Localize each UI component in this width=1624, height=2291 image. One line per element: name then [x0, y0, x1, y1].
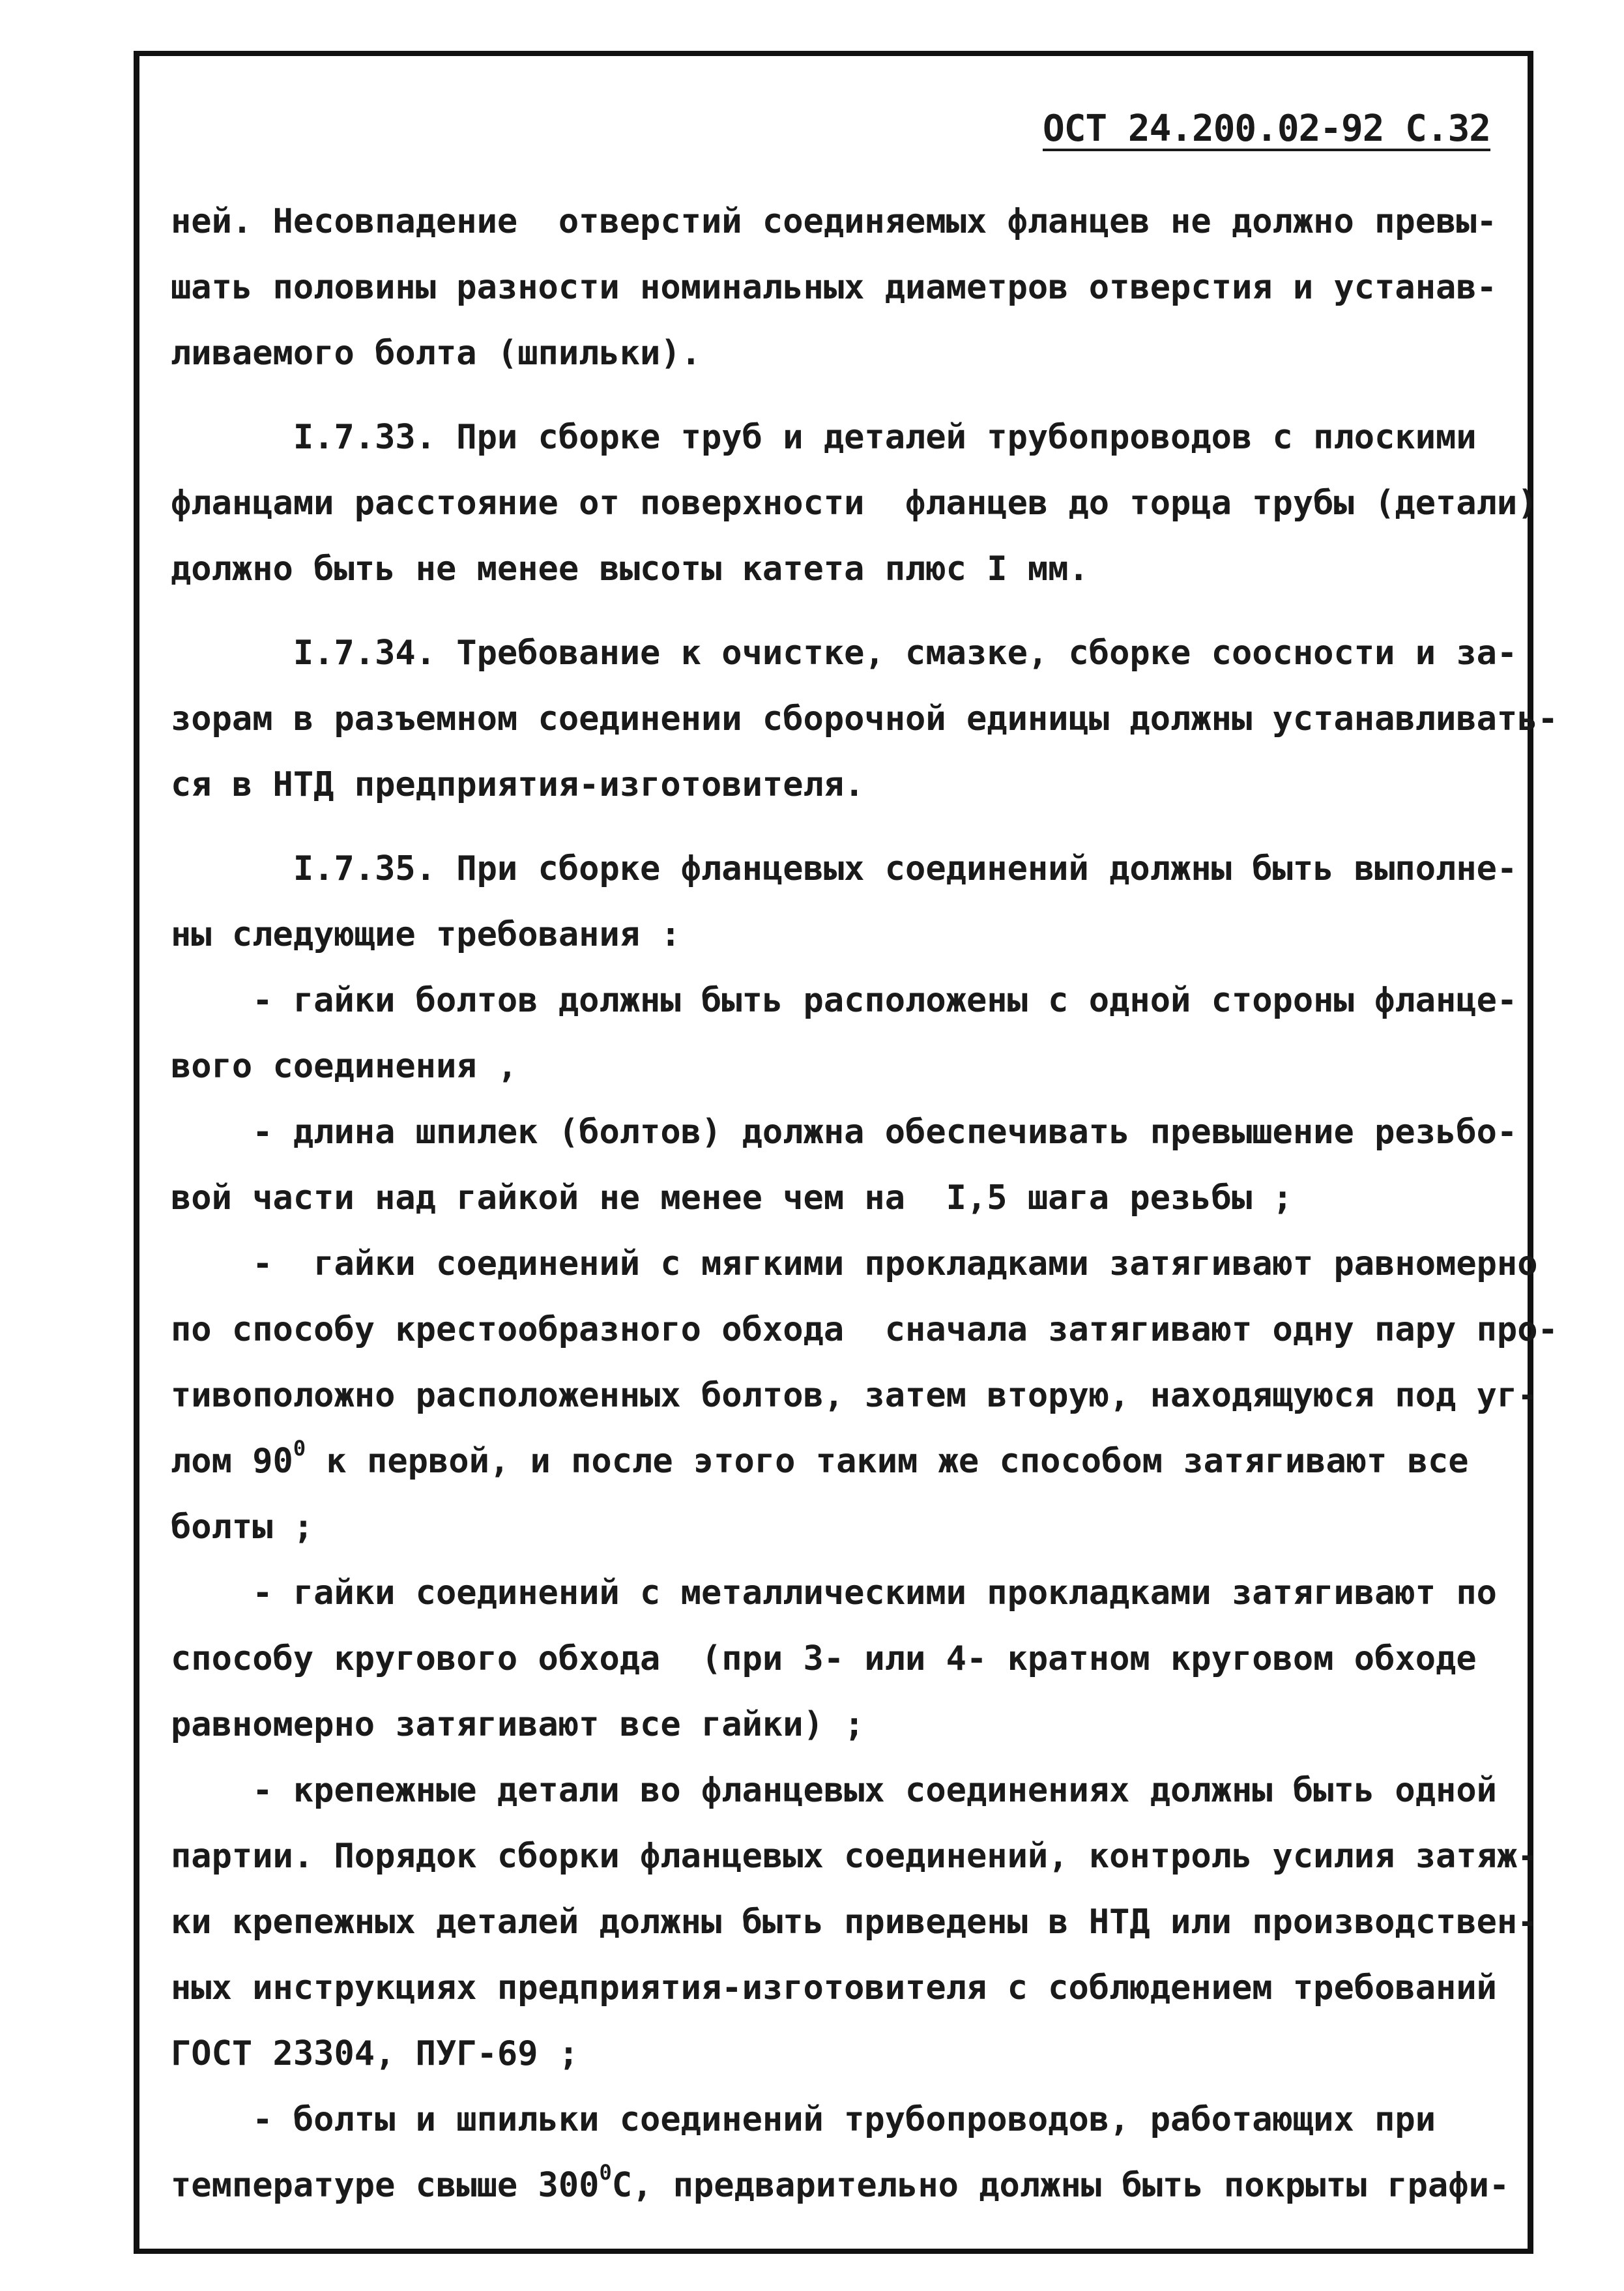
list-item-stud-length: - длина шпилек (болтов) должна обеспечивать превышение резьбо-	[171, 1113, 1518, 1152]
list-item-metal-gaskets: - гайки соединений с металлическими прокладками затягивают по	[171, 1573, 1497, 1612]
text-line: равномерно затягивают все гайки) ;	[171, 1705, 865, 1744]
paragraph-1-7-34-start: I.7.34. Требование к очистке, смазке, сборке соосности и за-	[171, 634, 1518, 673]
text-fragment: С, предварительно должны быть покрыты графи-	[611, 2166, 1510, 2205]
text-fragment: лом 90	[171, 1442, 293, 1481]
document-reference-header: ОСТ 24.200.02-92 С.32	[1043, 108, 1491, 150]
text-fragment: к первой, и после этого таким же способом затягивают все	[306, 1442, 1469, 1481]
text-line: болты ;	[171, 1508, 314, 1547]
text-line	[171, 1429, 1530, 1495]
paragraph-1-7-33-start: I.7.33. При сборке труб и деталей трубопроводов с плоскими	[171, 418, 1477, 457]
text-line: фланцами расстояние от поверхности фланцев до торца трубы (детали)	[171, 484, 1538, 523]
text-line: ся в НТД предприятия-изготовителя.	[171, 765, 865, 804]
list-item-soft-gaskets: - гайки соединений с мягкими прокладками затягивают равномерно	[171, 1244, 1538, 1283]
text-line: вой части над гайкой не менее чем на I,5 шага резьбы ;	[171, 1178, 1293, 1218]
text-line: ливаемого болта (шпильки).	[171, 334, 701, 373]
list-item-nuts-one-side: - гайки болтов должны быть расположены с одной стороны фланце-	[171, 981, 1518, 1020]
text-line: ки крепежных деталей должны быть приведены в НТД или производствен-	[171, 1903, 1538, 1942]
text-line: партии. Порядок сборки фланцевых соединений, контроль усилия затяж-	[171, 1837, 1538, 1876]
text-line: ны следующие требования :	[171, 915, 681, 954]
text-line: способу кругового обхода (при 3- или 4- кратном круговом обходе	[171, 1639, 1477, 1678]
degree-superscript: 0	[293, 1436, 306, 1461]
text-line: должно быть не менее высоты катета плюс I мм.	[171, 549, 1089, 589]
degree-superscript: 0	[599, 2160, 612, 2185]
text-line	[171, 2153, 1530, 2219]
text-line: ных инструкциях предприятия-изготовителя с соблюдением требований	[171, 1968, 1497, 2007]
list-item-fasteners-one-batch: - крепежные детали во фланцевых соединениях должны быть одной	[171, 1771, 1497, 1810]
list-item-bolts-high-temp: - болты и шпильки соединений трубопроводов, работающих при	[171, 2100, 1436, 2139]
text-line: ГОСТ 23304, ПУГ-69 ;	[171, 2034, 579, 2073]
text-line: зорам в разъемном соединении сборочной единицы должны устанавливать-	[171, 699, 1558, 738]
text-fragment: температуре свыше 300	[171, 2166, 600, 2205]
text-line: шать половины разности номинальных диаметров отверстия и устанав-	[171, 268, 1497, 307]
document-body	[171, 189, 1558, 2219]
text-line: по способу крестообразного обхода сначала затягивают одну пару про-	[171, 1310, 1558, 1349]
text-line: ней. Несовпадение отверстий соединяемых фланцев не должно превы-	[171, 202, 1497, 241]
text-line: тивоположно расположенных болтов, затем вторую, находящуюся под уг-	[171, 1376, 1538, 1415]
paragraph-1-7-35-start: I.7.35. При сборке фланцевых соединений должны быть выполне-	[171, 849, 1518, 888]
text-line: вого соединения ,	[171, 1047, 518, 1086]
